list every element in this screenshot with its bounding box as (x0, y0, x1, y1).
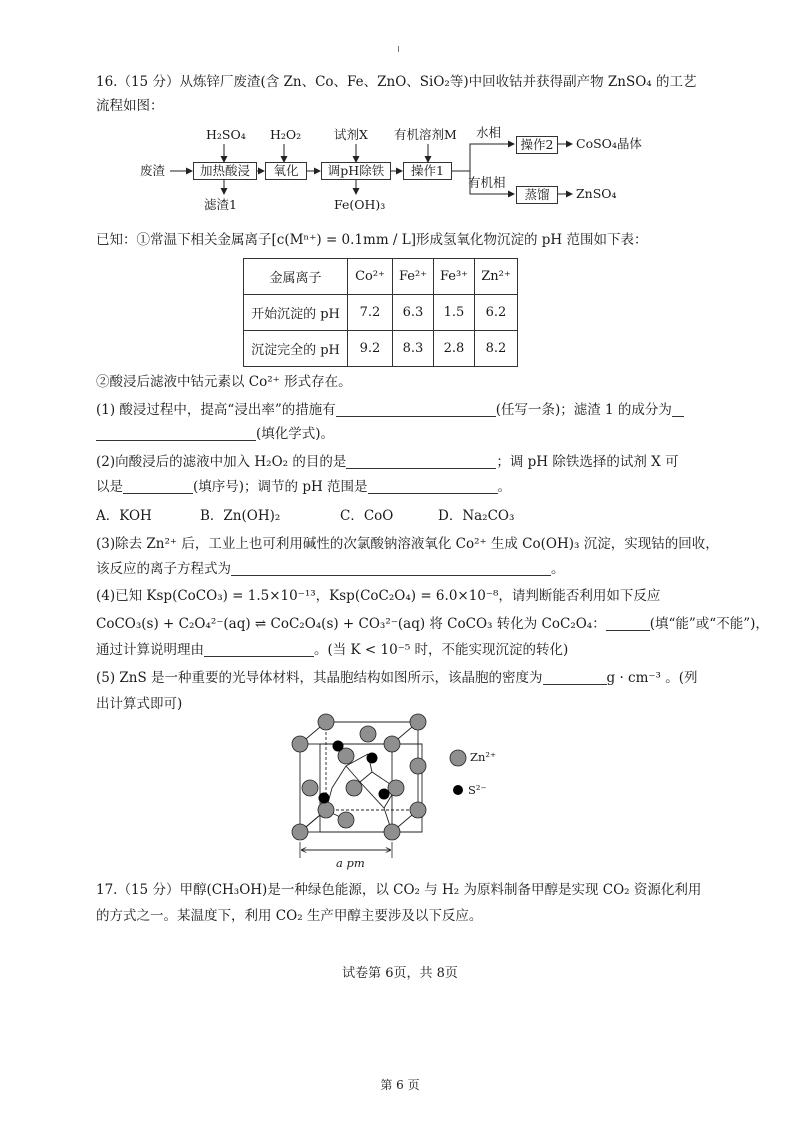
zn-ion-atom (410, 802, 426, 818)
q16-part3-text-c: 。 (551, 561, 565, 577)
q17-line1: 17.（15 分）甲醇(CH₃OH)是一种绿色能源，以 CO₂ 与 H₂ 为原料制备甲醇是实现 CO₂ 资源化利用 (96, 882, 702, 898)
table-cell: 2.8 (434, 331, 475, 367)
q16-part4-text-e: 。(当 K < 10⁻⁵ 时，不能实现沉淀的转化) (314, 642, 569, 658)
flow-input-h2so4: H₂SO₄ (206, 127, 246, 142)
flow-product-coso4: CoSO₄晶体 (576, 136, 642, 151)
answer-blank[interactable] (346, 454, 496, 469)
table-cell: 9.2 (348, 331, 393, 367)
table-cell: 8.3 (393, 331, 434, 367)
answer-blank[interactable] (231, 561, 551, 576)
q16-part2-text-c: 以是 (96, 479, 123, 495)
legend-zn-label: Zn²⁺ (470, 750, 497, 764)
flow-step-acid-leach: 加热酸浸 (193, 162, 257, 180)
table-header-cell: Fe²⁺ (393, 259, 434, 295)
zn-ion-atom (292, 824, 308, 840)
q16-part2-text-e: 。 (497, 479, 512, 495)
process-flowchart (120, 118, 680, 218)
q16-part4-text-d: 通过计算说明理由 (96, 642, 204, 658)
zns-unit-cell-diagram (280, 712, 520, 868)
zn-ion-atom (292, 736, 308, 752)
top-tick-mark (398, 46, 399, 52)
table-cell: 8.2 (475, 331, 518, 367)
q16-part2-text-b: ；调 pH 除铁选择的试剂 X 可 (496, 454, 679, 470)
s-ion-atom (367, 753, 378, 764)
flow-start-waste: 废渣 (140, 163, 166, 178)
q16-part4-text-c: (填“能”或“不能”)， (649, 616, 769, 632)
q16-part4-text-b: CoCO₃(s) + C₂O₄²⁻(aq) ⇌ CoC₂O₄(s) + CO₃²⁻(aq) 将 CoCO₃ 转化为 CoC₂O₄： (96, 616, 606, 632)
q16-part5-line1 (96, 668, 716, 688)
q16-part1-text-b: (任写一条)；滤渣 1 的成分为 (495, 402, 672, 418)
table-row (244, 331, 518, 367)
zn-ion-atom (346, 780, 362, 796)
table-header-cell: 金属离子 (244, 259, 348, 295)
q16-part2-text-a: (2)向酸浸后的滤液中加入 H₂O₂ 的目的是 (96, 454, 347, 470)
q16-part4-line3 (96, 640, 716, 660)
legend-s-symbol (453, 785, 463, 795)
q16-part2-text-d: (填序号)；调节的 pH 范围是 (193, 479, 368, 495)
flow-step-operation2: 操作2 (516, 136, 558, 154)
zn-ion-atom (318, 714, 334, 730)
q16-part3-line2 (96, 559, 716, 579)
answer-blank[interactable] (204, 642, 314, 657)
s-ion-atom (333, 741, 344, 752)
answer-blank[interactable] (672, 402, 684, 417)
zn-ion-atom (388, 780, 404, 796)
answer-blank[interactable] (368, 479, 498, 494)
flow-output-fe-oh3: Fe(OH)₃ (334, 197, 386, 212)
legend-s-label: S²⁻ (468, 783, 487, 797)
table-cell: 7.2 (348, 295, 393, 331)
answer-blank[interactable] (606, 616, 650, 631)
flow-step-operation1: 操作1 (403, 162, 452, 180)
q16-part2-line1 (96, 452, 716, 472)
option-a[interactable]: A．KOH (96, 508, 152, 524)
answer-blank[interactable] (123, 479, 193, 494)
table-cell: 沉淀完全的 pH (244, 331, 348, 367)
q16-part3-text-b: 该反应的离子方程式为 (96, 561, 231, 577)
zn-ion-atom (410, 714, 426, 730)
flow-input-organic-solvent: 有机溶剂M (394, 127, 457, 142)
q16-part1-text-c: (填化学式)。 (256, 426, 335, 442)
zn-ion-atom (384, 824, 400, 840)
table-cell: 开始沉淀的 pH (244, 295, 348, 331)
q16-part2-line2 (96, 477, 716, 497)
answer-blank[interactable] (336, 402, 496, 417)
table-row (244, 259, 518, 295)
flow-step-ph-adjust: 调pH除铁 (321, 162, 391, 180)
option-b[interactable]: B．Zn(OH)₂ (200, 508, 281, 524)
zn-ion-atom (410, 758, 426, 774)
flow-input-reagent-x: 试剂X (334, 127, 368, 142)
option-d[interactable]: D．Na₂CO₃ (438, 508, 515, 524)
q16-line1: 16.（15 分）从炼锌厂废渣(含 Zn、Co、Fe、ZnO、SiO₂等)中回收钴并获得副产物 ZnSO₄ 的工艺 (96, 74, 697, 90)
zn-ion-atom (360, 726, 376, 742)
q16-part3-line1: (3)除去 Zn²⁺ 后，工业上也可利用碱性的次氯酸钠溶液氧化 Co²⁺ 生成 Co(OH)₃ 沉淀，实现钴的回收， (96, 536, 719, 552)
page-number-footer: 第 6 页 (380, 1078, 420, 1092)
q16-part5-text-b: g · cm⁻³ 。(列 (606, 670, 698, 686)
flow-step-oxidation: 氧化 (265, 162, 307, 180)
s-ion-atom (379, 789, 390, 800)
q16-part5-line2: 出计算式即可) (96, 696, 183, 712)
table-cell: 6.3 (393, 295, 434, 331)
table-cell: 6.2 (475, 295, 518, 331)
answer-blank[interactable] (96, 426, 256, 441)
q16-known1: 已知：①常温下相关金属离子[c(Mⁿ⁺) = 0.1mm / L]形成氢氧化物沉淀的 pH 范围如下表： (96, 232, 648, 248)
cell-edge-label: a pm (336, 856, 365, 870)
option-c[interactable]: C．CoO (340, 508, 394, 524)
legend-zn-symbol (450, 750, 466, 766)
zn-ion-atom (318, 802, 334, 818)
table-cell: 1.5 (434, 295, 475, 331)
flow-branch-aqueous: 水相 (476, 125, 502, 140)
q16-part1-line2 (96, 424, 716, 444)
answer-blank[interactable] (543, 670, 607, 685)
q16-part1-line1 (96, 400, 716, 420)
flow-product-znso4: ZnSO₄ (576, 186, 617, 201)
flow-output-residue1: 滤渣1 (204, 197, 237, 212)
flow-step-distillation: 蒸馏 (516, 186, 558, 204)
q16-part4-line1: (4)已知 Ksp(CoCO₃) = 1.5×10⁻¹³，Ksp(CoC₂O₄) = 6.0×10⁻⁸，请判断能否利用如下反应 (96, 588, 661, 604)
zn-ion-atom (384, 736, 400, 752)
table-header-cell: Co²⁺ (348, 259, 393, 295)
q16-part1-text-a: (1) 酸浸过程中，提高“浸出率”的措施有 (96, 402, 336, 418)
zn-ion-atom (302, 780, 318, 796)
zn-ion-atom (338, 812, 354, 828)
table-row (244, 295, 518, 331)
q16-known2: ②酸浸后滤液中钴元素以 Co²⁺ 形式存在。 (96, 374, 352, 390)
exam-page-footer: 试卷第 6页，共 8页 (342, 966, 458, 981)
table-header-cell: Zn²⁺ (475, 259, 518, 295)
metal-ion-ph-table (243, 258, 518, 367)
q16-part5-text-a: (5) ZnS 是一种重要的光导体材料，其晶胞结构如图所示，该晶胞的密度为 (96, 670, 543, 686)
table-header-cell: Fe³⁺ (434, 259, 475, 295)
s-ion-atom (319, 793, 330, 804)
q16-line2: 流程如图： (96, 98, 164, 114)
q17-line2: 的方式之一。某温度下，利用 CO₂ 生产甲醇主要涉及以下反应。 (96, 908, 483, 924)
q16-part4-line2 (96, 614, 769, 634)
flow-branch-organic: 有机相 (468, 175, 506, 190)
flow-input-h2o2: H₂O₂ (270, 127, 302, 142)
